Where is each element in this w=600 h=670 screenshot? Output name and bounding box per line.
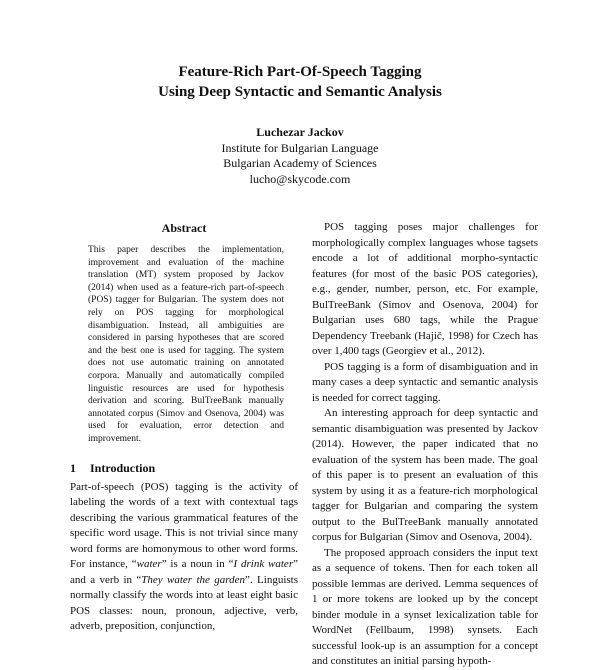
intro-text-part: ” and a verb in “ xyxy=(70,558,298,586)
section-heading-introduction xyxy=(70,460,298,476)
author-block xyxy=(0,125,600,187)
intro-example-water: water xyxy=(136,558,162,570)
abstract-text: This paper describes the implementation, improvement and evaluation of the machine translation (MT) system proposed by Jackov (2014) when used as a feature-rich part-of-speech (POS) tagger for Bulgarian. The system does not rely on POS tagging for morphological disambiguation. Instead, all ambiguities are considered in parsing hypotheses that are scored and the best one is used for tagging. The system does not use automatic training on annotated corpora. Manually and automatically compiled linguistic resources are used for hypothesis derivation and scoring. BulTreeBank manually annotated corpus (Simov and Osenova, 2004) was used for evaluation, error detection and improvement. xyxy=(88,245,284,444)
right-paragraph-2: POS tagging is a form of disambiguation and in many cases a deep syntactic and semantic analysis is needed for correct tagging. xyxy=(312,360,538,404)
intro-text-part: ”. Linguists normally classify the words into at least eight basic POS classes: noun, pronoun, adjective, verb, adverb, preposition, conjunction, xyxy=(70,573,298,632)
section-title: Introduction xyxy=(90,460,156,475)
right-column xyxy=(312,220,538,670)
abstract-heading: Abstract xyxy=(161,221,207,235)
intro-example-garden: They water the garden xyxy=(141,573,246,586)
author-affiliation-institute: Institute for Bulgarian Language xyxy=(221,140,379,155)
right-paragraph-4: The proposed approach considers the input text as a sequence of tokens. Then for each token all possible lemmas are derived. Lemma sequences of 1 or more tokens are looked up by the concept binder module in a synset lexicalization table for WordNet (Fellbaum, 1998) synsets. Each successful look-up is an assumption for a concept and constitutes an initial parsing hypoth- xyxy=(312,546,538,667)
title-line-1: Feature-Rich Part-Of-Speech Tagging xyxy=(178,64,422,80)
author-name: Luchezar Jackov xyxy=(256,125,344,139)
intro-paragraph xyxy=(70,480,298,635)
intro-text-part: Part-of-speech (POS) tagging is the activity of labeling the words of a text with contextual tags describing the various grammatical features of the specific word usage. This is not trivial since many word forms are homonymous to other word forms. For instance, “ xyxy=(70,480,298,570)
right-paragraph-1: POS tagging poses major challenges for morphologically complex languages whose tagsets encode a lot of additional morpho-syntactic features (for most of the basic POS categories), e.g., gender, number, person, etc. For example, BulTreeBank (Simov and Osenova, 2004) for Bulgarian uses 680 tags, while the Prague Dependency Treebank (Hajič, 1998) for Czech has over 1,400 tags (Georgiev et al., 2012). xyxy=(312,221,538,357)
left-column xyxy=(70,220,298,635)
section-number: 1 xyxy=(70,460,76,475)
intro-example-drink: I drink water xyxy=(233,558,294,570)
right-paragraph-3: An interesting approach for deep syntactic and semantic disambiguation was presented by Jackov (2014). However, the paper indicated that no evaluation of the system has been made. The goal of this paper is to present an evaluation of this system by using it as a feature-rich morphological tagger for Bulgarian and comparing the system output to the BulTreeBank manually annotated corpus for Bulgarian (Simov and Osenova, 2004). xyxy=(312,407,538,543)
paper-title xyxy=(0,62,600,102)
intro-text-part: ” is a noun in “ xyxy=(161,558,234,570)
author-email: lucho@skycode.com xyxy=(249,171,351,186)
author-affiliation-academy: Bulgarian Academy of Sciences xyxy=(223,156,377,170)
title-line-2: Using Deep Syntactic and Semantic Analysis xyxy=(158,84,442,100)
